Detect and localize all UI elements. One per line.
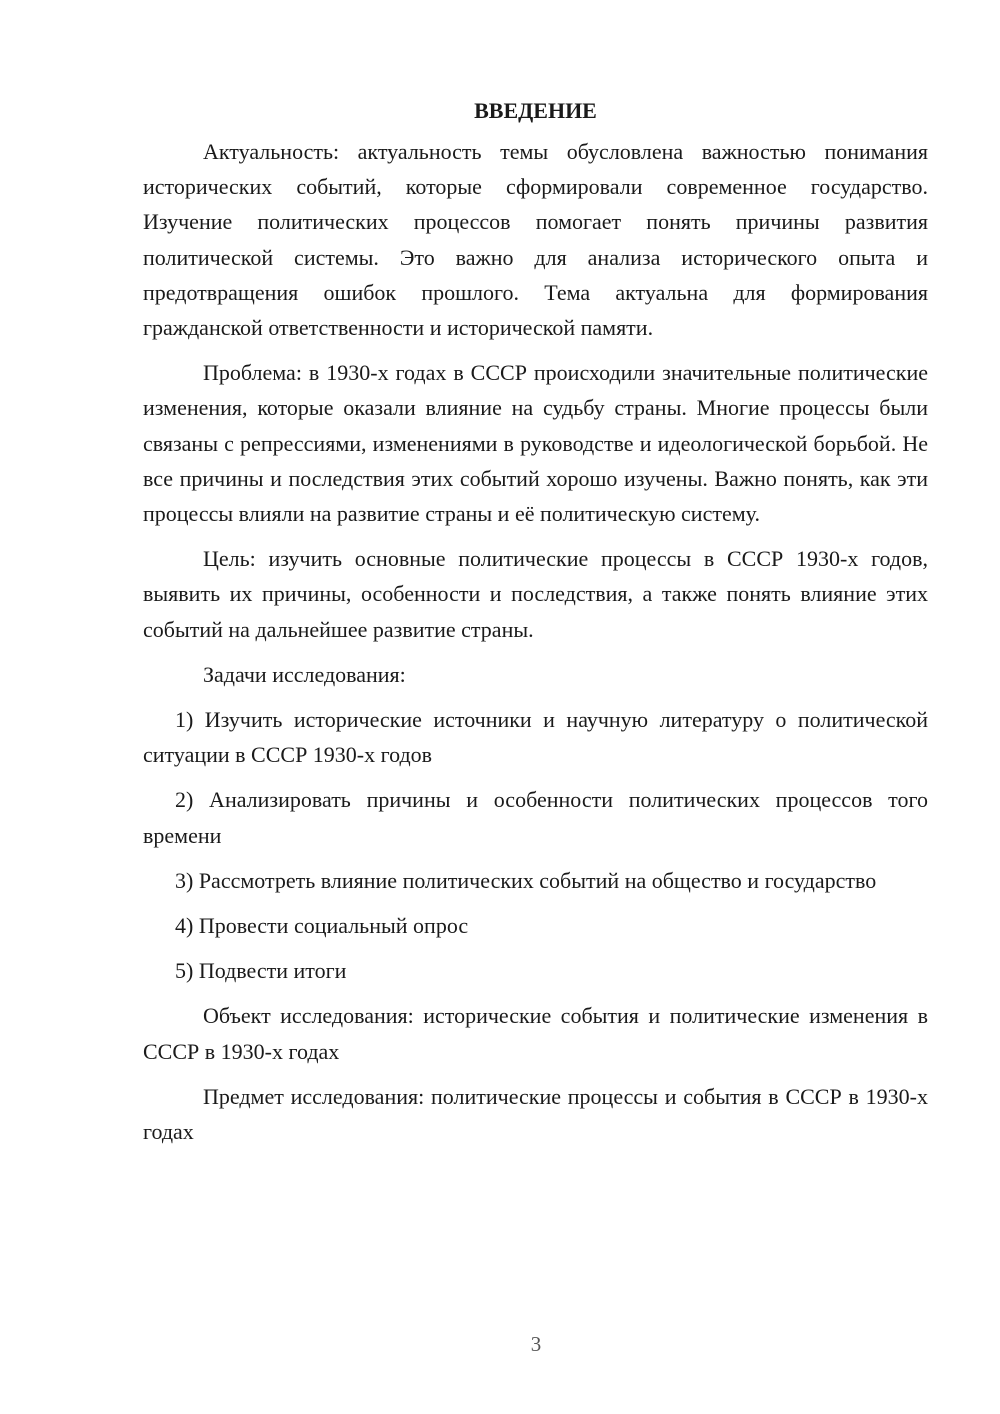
task-item-3: 3) Рассмотреть влияние политических событий на общество и государство	[175, 867, 877, 893]
task-item-5: 5) Подвести итоги	[175, 958, 347, 984]
task-item-2: 2) Анализировать причины и особенности политических процессов того времени	[143, 787, 928, 848]
tasks-heading: Задачи исследования:	[203, 661, 406, 687]
goal-paragraph: Цель: изучить основные политические процессы в СССР 1930-х годов, выявить их причины, особенности и последствия, а также понять влияние этих событий на дальнейшее развитие страны.	[143, 546, 928, 642]
subject-paragraph: Предмет исследования: политические процессы и события в СССР в 1930-х годах	[143, 1083, 928, 1145]
object-paragraph: Объект исследования: исторические события и политические изменения в СССР в 1930-х годах	[143, 1003, 928, 1064]
problem-paragraph: Проблема: в 1930-х годах в СССР происходили значительные политические изменения, которые оказали влияние на судьбу страны. Многие процессы были связаны с репрессиями, изменениями в руководстве и идеологической борьбой. Не все причины и последствия этих событий хорошо изучены. Важно понять, как эти процессы влияли на развитие страны и её политическую систему.	[143, 360, 928, 527]
page-title: ВВЕДЕНИЕ	[474, 98, 597, 123]
task-item-1: 1) Изучить исторические источники и научную литературу о политической ситуации в СССР 1930-х годов	[143, 707, 928, 768]
document-page	[143, 96, 928, 1159]
relevance-paragraph: Актуальность: актуальность темы обусловлена важностью понимания исторических событий, которые сформировали современное государство. Изучение политических процессов помогает понять причины развития политической системы. Это важно для анализа исторического опыта и предотвращения ошибок прошлого. Тема актуальна для формирования гражданской ответственности и исторической памяти.	[143, 139, 928, 341]
task-item-4: 4) Провести социальный опрос	[175, 913, 469, 939]
page-number: 3	[530, 1332, 542, 1356]
